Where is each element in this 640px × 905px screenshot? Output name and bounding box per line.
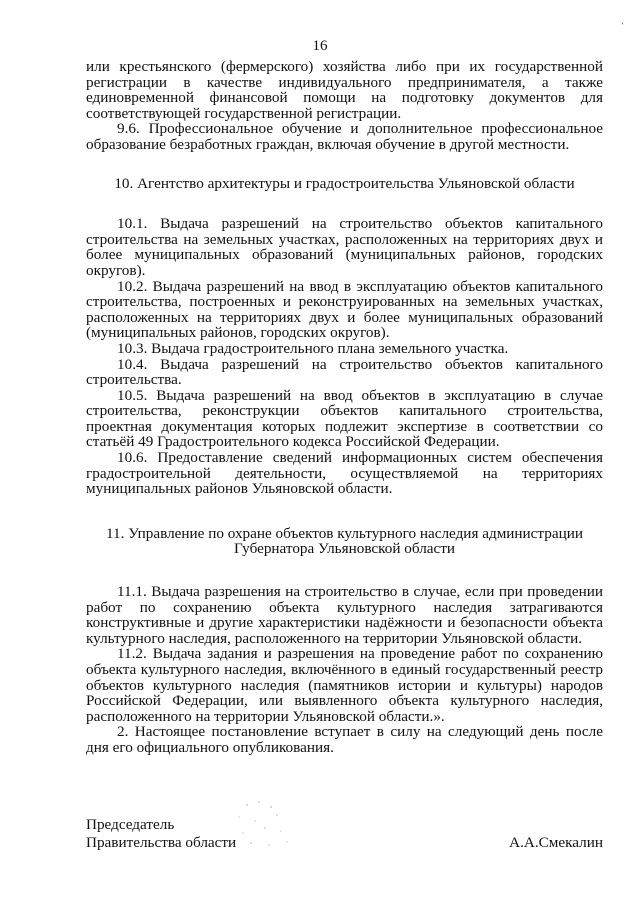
section-10-heading: 10. Агентство архитектуры и градостроительства Ульяновской области (114, 174, 575, 192)
page-number: 16 (312, 38, 328, 54)
item-10-1: 10.1. Выдача разрешений на строительство объектов капитального строительства на земельных участках, расположенных на территориях двух и более муниципальных образований (муниципальных районов, городских округов). (86, 215, 603, 279)
item-11-1: 11.1. Выдача разрешения на строительство в случае, если при проведении работ по сохранению объекта культурного наследия затрагиваются конструктивные и другие характеристики надёжности и безопасности объекта культурного наследия, расположенного на территории Ульяновской области. (86, 583, 603, 647)
signatory-title-line2: Правительства области (86, 834, 237, 851)
item-11-2: 11.2. Выдача задания и разрешения на проведение работ по сохранению объекта культурного наследия, включённого в единый государственный реестр объектов культурного наследия (памятников истории и культуры) народов Российской Федерации, или выявленного объекта культурного наследия, расположенного на территории Ульяновской области.». (86, 645, 603, 725)
corner-mark: ' (622, 21, 624, 30)
signature-block (86, 817, 603, 833)
section-11-heading-line2: Губернатора Ульяновской области (233, 540, 456, 558)
section-11-heading-line1: 11. Управление по охране объектов культурного наследия администрации (106, 524, 583, 542)
item-10-6: 10.6. Предоставление сведений информационных систем обеспечения градостроительной деятельности, осуществляемой на территориях муниципальных районов Ульяновской области. (86, 449, 603, 498)
signature-block-line2 (86, 835, 603, 851)
continuation-paragraph: или крестьянского (фермерского) хозяйства либо при их государственной регистрации в качестве индивидуального предпринимателя, а также единовременной финансовой помощи на подготовку документов для соответствующей государственной регистрации. (86, 58, 603, 122)
clause-2: 2. Настоящее постановление вступает в силу на следующий день после дня его официального опубликования. (86, 723, 603, 756)
item-9-6: 9.6. Профессиональное обучение и дополнительное профессиональное образование безработных граждан, включая обучение в другой местности. (86, 120, 603, 153)
item-10-5: 10.5. Выдача разрешений на ввод объектов в эксплуатацию в случае строительства, реконструкции объектов капитального строительства, проектная документация которых подлежит экспертизе в соответствии со статьёй 49 Градостроительного кодекса Российской Федерации. (86, 386, 603, 451)
item-10-2: 10.2. Выдача разрешений на ввод в эксплуатацию объектов капитального строительства, построенных и реконструированных на земельных участках, расположенных на территориях двух и более муниципальных образований (муниципальных районов, городских округов). (86, 277, 603, 342)
item-10-3: 10.3. Выдача градостроительного плана земельного участка. (117, 339, 509, 357)
signatory-title-line1: Председатель (86, 816, 175, 833)
signatory-name: А.А.Смекалин (509, 834, 603, 851)
item-10-4: 10.4. Выдача разрешений на строительство объектов капитального строительства. (86, 355, 603, 389)
document-body (86, 59, 603, 756)
